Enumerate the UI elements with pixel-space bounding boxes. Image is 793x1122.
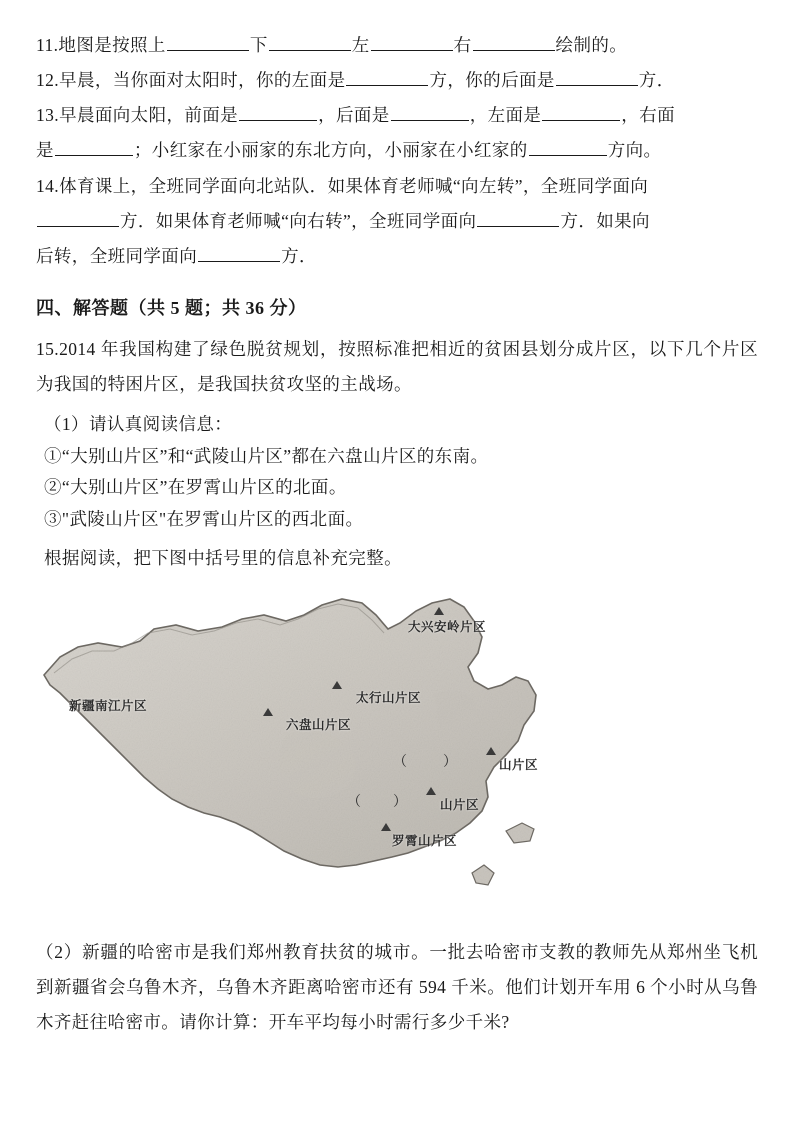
q11-text-3: 左 — [351, 35, 370, 55]
map-blank-paren-open-2[interactable]: （ — [347, 793, 361, 810]
question-14-line-3 — [36, 239, 758, 273]
q11-text-5: 绘制的。 — [555, 35, 628, 55]
q13-blank-5[interactable] — [529, 136, 607, 156]
question-15-info-1: ①“大别山片区”和“武陵山片区”都在六盘山片区的东南。 — [44, 445, 489, 466]
question-15-instruction: 根据阅读，把下图中括号里的信息补充完整。 — [44, 548, 402, 569]
map-label-wulingshan-suffix: 山片区 — [440, 798, 480, 813]
map-blank-paren-close-2[interactable]: ） — [393, 793, 407, 810]
map-marker-luoxiaoshan-icon — [381, 823, 391, 831]
map-marker-daxinganling-icon — [434, 607, 444, 615]
map-marker-dabieshan-icon — [486, 747, 496, 755]
map-blank-paren-open-1[interactable]: （ — [393, 753, 407, 770]
q13-blank-4[interactable] — [55, 136, 133, 156]
map-marker-taihang-icon — [332, 681, 342, 689]
q13-blank-1[interactable] — [239, 101, 317, 121]
q11-text-1: 11.地图是按照上 — [36, 35, 166, 55]
map-label-liupanshan: 六盘山片区 — [286, 718, 352, 733]
q11-blank-2[interactable] — [269, 31, 351, 51]
q11-text-2: 下 — [249, 35, 268, 55]
q14-blank-3[interactable] — [198, 242, 280, 262]
china-poverty-area-map — [36, 585, 758, 915]
map-label-luoxiaoshan: 罗霄山片区 — [392, 834, 458, 849]
q11-blank-1[interactable] — [167, 31, 249, 51]
section-title: 四、解答题（共 5 题；共 36 分） — [36, 297, 307, 318]
question-15-info-2: ②“大别山片区”在罗霄山片区的北面。 — [44, 477, 347, 498]
q13-blank-2[interactable] — [391, 101, 469, 121]
map-label-xinjiang-nanjiang: 新疆南江片区 — [69, 699, 148, 714]
q12-blank-1[interactable] — [346, 66, 428, 86]
map-label-taihangshan: 太行山片区 — [356, 691, 422, 706]
q14-text-5: 方． — [281, 245, 317, 266]
q14-blank-1[interactable] — [37, 206, 119, 226]
q11-blank-3[interactable] — [371, 31, 453, 51]
q13-blank-3[interactable] — [542, 101, 620, 121]
q11-blank-4[interactable] — [473, 31, 555, 51]
q14-blank-2[interactable] — [477, 206, 559, 226]
question-15-info-3: ③"武陵山片区"在罗霄山片区的西北面。 — [44, 508, 364, 529]
map-blank-paren-close-1[interactable]: ） — [443, 753, 457, 770]
q13-text-3: ，左面是 — [469, 105, 542, 126]
q14-text-1: 14.体育课上，全班同学面向北站队．如果体育老师喊“向左转”，全班同学面向 — [36, 175, 649, 196]
q12-text-2: 方，你的后面是 — [429, 70, 555, 91]
question-11 — [36, 28, 758, 62]
q12-text-1: 12.早晨，当你面对太阳时，你的左面是 — [36, 70, 346, 91]
question-14-line-2 — [36, 204, 758, 238]
q12-blank-2[interactable] — [556, 66, 638, 86]
map-marker-liupanshan-icon — [263, 708, 273, 716]
question-15-part1-label: （1）请认真阅读信息： — [44, 413, 233, 434]
q13-text-4: ，右面 — [621, 105, 675, 126]
map-label-dabieshan-suffix: 山片区 — [499, 758, 539, 773]
q13-text-1: 13.早晨面向太阳，前面是 — [36, 105, 239, 126]
q14-text-4: 后转，全班同学面向 — [36, 245, 198, 266]
question-13-line-2 — [36, 133, 758, 167]
q13-text-2: ，后面是 — [318, 105, 390, 126]
question-13-line-1 — [36, 98, 758, 132]
question-14-line-1 — [36, 169, 758, 203]
question-15-stem: 15.2014 年我国构建了绿色脱贫规划，按照标准把相近的贫困县划分成片区，以下几个片区为我国的特困片区，是我国扶贫攻坚的主战场。 — [36, 339, 758, 394]
question-15-part2: （2）新疆的哈密市是我们郑州教育扶贫的城市。一批去哈密市支教的教师先从郑州坐飞机到新疆省会乌鲁木齐，乌鲁木齐距离哈密市还有 594 千米。他们计划开车用 6 个小时从乌鲁木齐赶往哈密市。请你计算：开车平均每小时需行多少千米? — [36, 942, 758, 1033]
q12-text-3: 方． — [638, 70, 675, 91]
q13-text-5: 是 — [36, 140, 54, 161]
q11-text-4: 右 — [453, 35, 472, 55]
map-label-daxinganling: 大兴安岭片区 — [408, 620, 487, 635]
question-12 — [36, 63, 758, 97]
q13-text-7: 方向。 — [607, 140, 662, 161]
q14-text-2: 方．如果体育老师喊“向右转”，全班同学面向 — [120, 210, 477, 231]
q13-text-6: ；小红家在小丽家的东北方向，小丽家在小红家的 — [133, 140, 528, 161]
document-content — [36, 28, 758, 1040]
map-marker-wulingshan-icon — [426, 787, 436, 795]
q14-text-3: 方．如果向 — [560, 210, 650, 231]
map-graphic — [36, 585, 758, 915]
